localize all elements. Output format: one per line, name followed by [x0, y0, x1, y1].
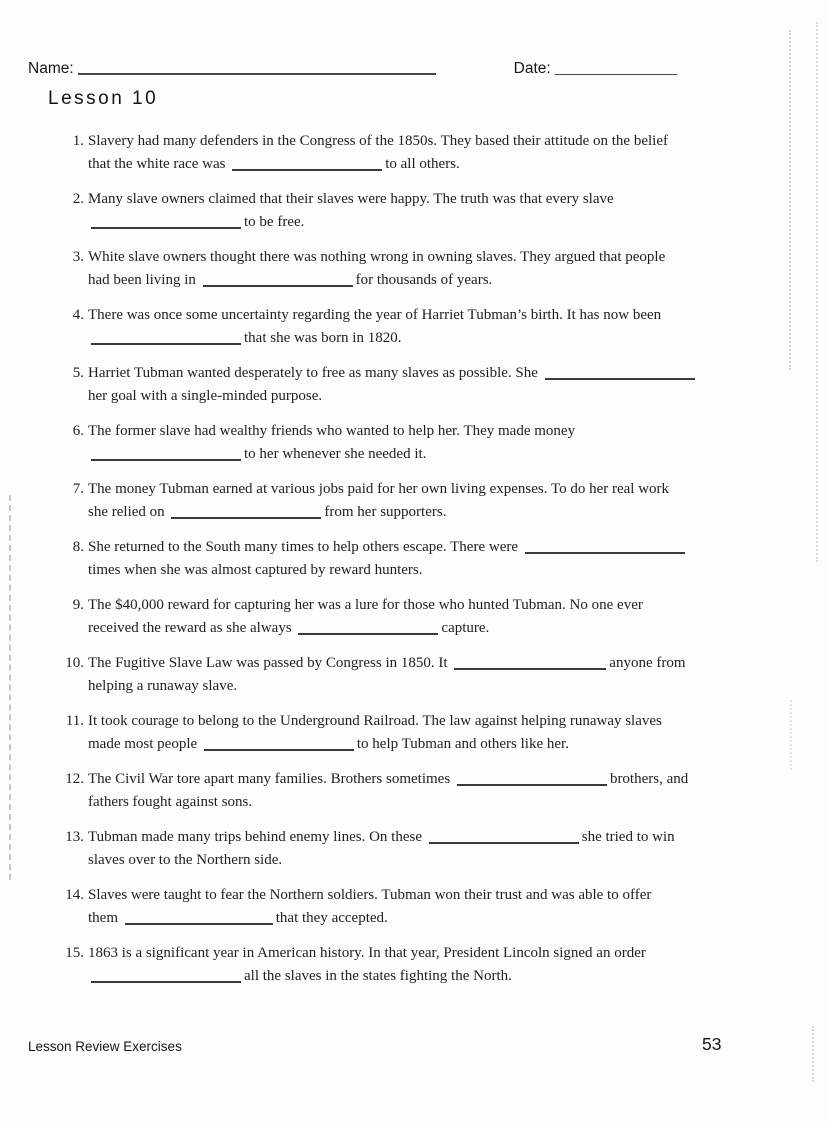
exercise-list	[28, 130, 789, 1000]
item-number: 1.	[72, 133, 84, 149]
answer-blank	[454, 655, 606, 670]
answer-blank	[125, 910, 273, 925]
exercise-item	[28, 884, 789, 930]
item-text: She returned to the South many times to help others escape. There were	[88, 539, 519, 555]
answer-blank	[232, 156, 382, 171]
exercise-item	[28, 420, 789, 466]
item-line	[88, 617, 789, 640]
item-text: There was once some uncertainty regarding the year of Harriet Tubman’s birth. It has now been	[88, 307, 662, 323]
item-line	[88, 710, 789, 733]
item-text: brothers, and	[609, 771, 689, 787]
item-text: made most people	[88, 736, 198, 752]
item-line	[88, 443, 789, 466]
answer-blank	[171, 504, 321, 519]
item-text: received the reward as she always	[88, 620, 292, 636]
item-text: all the slaves in the states fighting the North.	[244, 968, 512, 984]
item-line	[88, 362, 789, 385]
item-text: she relied on	[88, 504, 165, 520]
exercise-item	[28, 536, 789, 582]
item-line	[88, 153, 789, 176]
item-text: she tried to win	[581, 829, 675, 845]
item-text: to her whenever she needed it.	[244, 446, 427, 462]
item-line	[88, 501, 789, 524]
item-number: 5.	[72, 365, 84, 381]
item-text: capture.	[441, 620, 490, 636]
exercise-item	[28, 246, 789, 292]
item-text: It took courage to belong to the Underground Railroad. The law against helping runaway slaves	[88, 713, 662, 729]
item-line	[88, 188, 789, 211]
item-line	[88, 420, 789, 443]
item-line	[88, 907, 789, 930]
exercise-item	[28, 652, 789, 698]
item-line	[88, 327, 789, 350]
exercise-item	[28, 594, 789, 640]
item-number: 12.	[65, 771, 84, 787]
item-line	[88, 211, 789, 234]
item-number: 14.	[65, 887, 84, 903]
item-text: that the white race was	[88, 156, 226, 172]
answer-blank	[429, 829, 579, 844]
header-row	[28, 58, 789, 78]
item-line	[88, 733, 789, 756]
item-number: 7.	[72, 481, 84, 497]
item-line	[88, 130, 789, 153]
answer-blank	[204, 736, 354, 751]
answer-blank	[525, 539, 685, 554]
answer-blank	[91, 330, 241, 345]
item-number: 13.	[65, 829, 84, 845]
item-number: 15.	[65, 945, 84, 961]
item-line	[88, 385, 789, 408]
exercise-item	[28, 304, 789, 350]
item-text: The Civil War tore apart many families. Brothers sometimes	[88, 771, 451, 787]
item-text: The former slave had wealthy friends who wanted to help her. They made money	[88, 423, 576, 439]
lesson-title: Lesson 10	[48, 88, 159, 109]
date-field-line	[555, 59, 677, 75]
item-text: helping a runaway slave.	[88, 678, 238, 694]
item-number: 11.	[65, 713, 84, 729]
item-text: to all others.	[385, 156, 460, 172]
scan-artifact-right-outer	[816, 22, 818, 562]
answer-blank	[91, 214, 241, 229]
item-line	[88, 768, 789, 791]
scan-artifact-left-dash	[9, 495, 11, 880]
item-text: her goal with a single-minded purpose.	[88, 388, 323, 404]
item-number: 9.	[72, 597, 84, 613]
item-line	[88, 652, 789, 675]
answer-blank	[298, 620, 438, 635]
item-line	[88, 942, 789, 965]
exercise-item	[28, 130, 789, 176]
item-line	[88, 884, 789, 907]
item-line	[88, 791, 789, 814]
item-number: 10.	[65, 655, 84, 671]
exercise-item	[28, 710, 789, 756]
exercise-item	[28, 942, 789, 988]
item-text: White slave owners thought there was nothing wrong in owning slaves. They argued that people	[88, 249, 666, 265]
item-text: times when she was almost captured by reward hunters.	[88, 562, 423, 578]
item-text: 1863 is a significant year in American history. In that year, President Lincoln signed an order	[88, 945, 646, 961]
item-number: 8.	[72, 539, 84, 555]
item-text: anyone from	[609, 655, 686, 671]
item-line	[88, 536, 789, 559]
exercise-item	[28, 188, 789, 234]
page-number: 53	[702, 1034, 722, 1054]
item-line	[88, 675, 789, 698]
item-text: Many slave owners claimed that their slaves were happy. The truth was that every slave	[88, 191, 614, 207]
exercise-item	[28, 768, 789, 814]
answer-blank	[91, 968, 241, 983]
item-number: 6.	[72, 423, 84, 439]
scan-artifact-right-footer	[812, 1026, 814, 1082]
item-text: them	[88, 910, 118, 926]
name-field-line	[78, 58, 436, 75]
answer-blank	[203, 272, 353, 287]
footer-label: Lesson Review Exercises	[28, 1039, 182, 1054]
item-line	[88, 826, 789, 849]
item-text: that she was born in 1820.	[244, 330, 402, 346]
item-text: for thousands of years.	[355, 272, 493, 288]
exercise-item	[28, 478, 789, 524]
item-number: 4.	[72, 307, 84, 323]
item-text: Slaves were taught to fear the Northern soldiers. Tubman won their trust and was able to offer	[88, 887, 652, 903]
answer-blank	[457, 771, 607, 786]
item-line	[88, 304, 789, 327]
date-label: Date:	[513, 60, 551, 77]
item-text: Tubman made many trips behind enemy lines. On these	[88, 829, 422, 845]
item-text: The Fugitive Slave Law was passed by Congress in 1850. It	[88, 655, 448, 671]
exercise-item	[28, 826, 789, 872]
item-line	[88, 269, 789, 292]
item-text: to help Tubman and others like her.	[356, 736, 569, 752]
item-text: Slavery had many defenders in the Congress of the 1850s. They based their attitude on the belief	[88, 133, 668, 149]
item-number: 2.	[72, 191, 84, 207]
item-line	[88, 965, 789, 988]
item-line	[88, 478, 789, 501]
answer-blank	[91, 446, 241, 461]
item-text: The money Tubman earned at various jobs paid for her own living expenses. To do her real work	[88, 481, 670, 497]
exercise-item	[28, 362, 789, 408]
scan-artifact-right-low	[790, 700, 792, 770]
item-text: fathers fought against sons.	[88, 794, 253, 810]
item-text: had been living in	[88, 272, 196, 288]
scan-artifact-right-inner	[789, 30, 791, 370]
name-label: Name:	[28, 60, 74, 77]
item-text: The $40,000 reward for capturing her was a lure for those who hunted Tubman. No one ever	[88, 597, 643, 613]
item-line	[88, 594, 789, 617]
item-number: 3.	[72, 249, 84, 265]
item-text: to be free.	[244, 214, 305, 230]
item-line	[88, 246, 789, 269]
item-text: Harriet Tubman wanted desperately to free as many slaves as possible. She	[88, 365, 538, 381]
item-line	[88, 559, 789, 582]
item-line	[88, 849, 789, 872]
item-text: from her supporters.	[324, 504, 447, 520]
item-text: slaves over to the Northern side.	[88, 852, 283, 868]
item-text: that they accepted.	[275, 910, 388, 926]
answer-blank	[545, 365, 695, 380]
